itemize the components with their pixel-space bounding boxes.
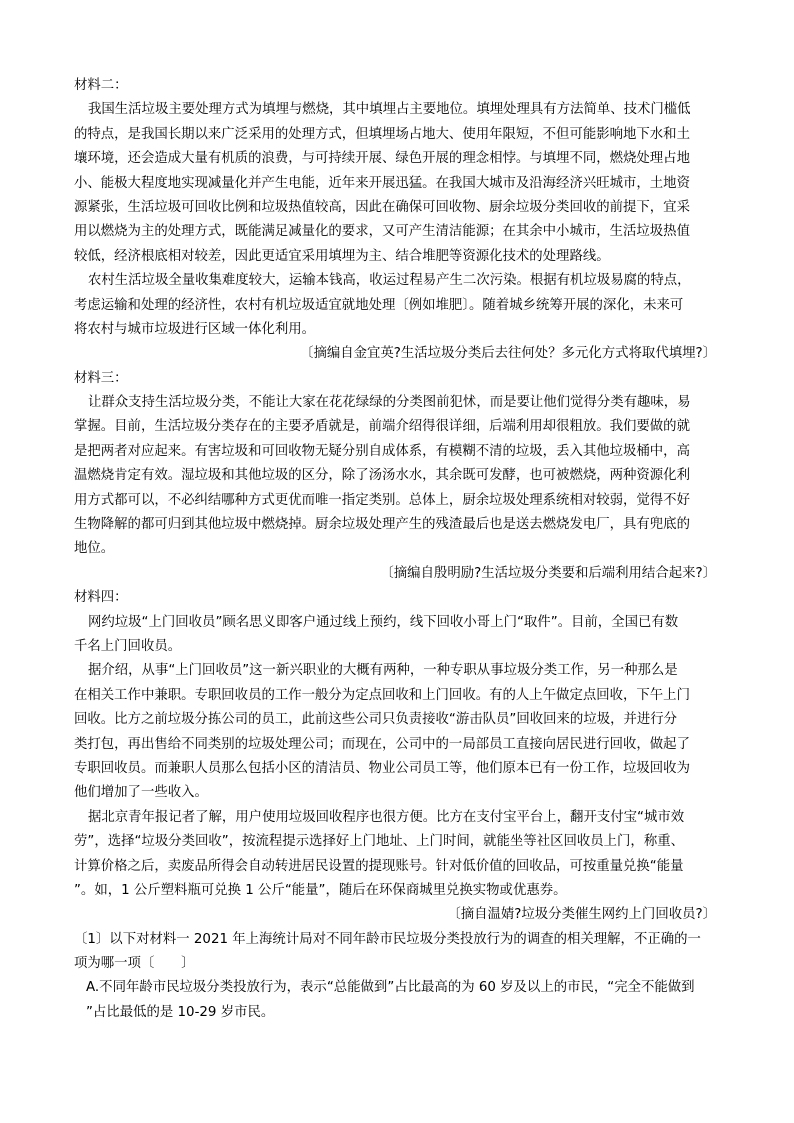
paragraph-line: 我国生活垃圾主要处理方式为填埋与燃烧，其中填埋占主要地位。填埋处理具有方法简单、技术门槛低 <box>88 102 691 118</box>
paragraph-line: 的特点，是我国长期以来广泛采用的处理方式，但填埋场占地大、使用年限短，不但可能影响地下水和土 <box>74 126 690 142</box>
source-citation: 〔摘自温婧?垃圾分类催生网约上门回收员?〕 <box>447 907 716 923</box>
paragraph-line: 千名上门回收员。 <box>74 638 182 654</box>
paragraph-line: 回收。比方之前垃圾分拣公司的员工，此前这些公司只负责接收“游击队员”回收回来的垃圾，并进行分 <box>74 712 678 728</box>
paragraph-line: 类打包，再出售给不同类别的垃圾处理公司；而现在，公司中的一局部员工直接向居民进行回收，做起了 <box>74 736 690 752</box>
paragraph-line: 在相关工作中兼职。专职回收员的工作一般分为定点回收和上门回收。有的人上午做定点回收，下午上门 <box>74 687 690 703</box>
paragraph-line: 农村生活垃圾全量收集难度较大，运输本钱高，收运过程易产生二次污染。根据有机垃圾易腐的特点， <box>88 273 691 289</box>
paragraph-line: 温燃烧肯定有效。湿垃圾和其他垃圾的区分，除了汤汤水水，其余既可发酵，也可被燃烧，两种资源化利 <box>74 468 690 484</box>
paragraph-line: 网约垃圾“上门回收员”顾名思义即客户通过线上预约，线下回收小哥上门“取件”。目前，全国已有数 <box>88 614 679 630</box>
paragraph-line: 是把两者对应起来。有害垃圾和可回收物无疑分别自成体系，有模糊不清的垃圾，丢入其他垃圾桶中，高 <box>74 443 690 459</box>
paragraph-line: 小、能极大程度地实现减量化并产生电能，近年来开展迅猛。在我国大城市及沿海经济兴旺城市，土地资 <box>74 175 690 191</box>
paragraph-line: 较低，经济根底相对较差，因此更适宜采用填埋为主、结合堆肥等资源化技术的处理路线。 <box>74 248 610 264</box>
paragraph-line: 考虑运输和处理的经济性，农村有机垃圾适宜就地处理〔例如堆肥〕。随着城乡统筹开展的深化，未来可 <box>74 297 684 313</box>
section-heading-material-4: 材料四： <box>74 590 128 606</box>
section-heading-material-3: 材料三： <box>74 370 128 386</box>
question-stem: 〔1〕以下对材料一 2021 年上海统计局对不同年龄市民垃圾分类投放行为的调查的相关理解，不正确的一 <box>74 931 701 947</box>
document-body <box>74 74 720 1025</box>
paragraph-line: 地位。 <box>74 541 115 557</box>
option-a: ”占比最低的是 10-29 岁市民。 <box>86 1004 275 1020</box>
paragraph-line: ”。如，1 公斤塑料瓶可兑换 1 公斤“能量”，随后在环保商城里兑换实物或优惠券。 <box>74 882 567 898</box>
source-citation: 〔摘编自金宜英?生活垃圾分类后去往何处？多元化方式将取代填埋?〕 <box>300 346 716 362</box>
paragraph-line: 生物降解的都可归到其他垃圾中燃烧掉。厨余垃圾处理产生的残渣最后也是送去燃烧发电厂，具有兜底的 <box>74 517 690 533</box>
paragraph-line: 据北京青年报记者了解，用户使用垃圾回收程序也很方便。比方在支付宝平台上，翻开支付宝“城市效 <box>88 809 685 825</box>
paragraph-line: 他们增加了一些收入。 <box>74 785 208 801</box>
question-stem: 项为哪一项〔 〕 <box>74 956 195 972</box>
option-a: A.不同年龄市民垃圾分类投放行为，表示“总能做到”占比最高的为 60 岁及以上的市民，“完全不能做到 <box>86 980 695 996</box>
section-heading-material-2: 材料二： <box>74 78 128 93</box>
paragraph-line: 掌握。目前，生活垃圾分类存在的主要矛盾就是，前端介绍得很详细，后端利用却很粗放。我们要做的就 <box>74 419 690 435</box>
paragraph-line: 源紧张，生活垃圾可回收比例和垃圾热值较高，因此在确保可回收物、厨余垃圾分类回收的前提下，宜采 <box>74 199 690 215</box>
paragraph-line: 专职回收员。而兼职人员那么包括小区的清洁员、物业公司员工等，他们原本已有一份工作，垃圾回收为 <box>74 760 690 776</box>
paragraph-line: 用方式都可以，不必纠结哪种方式更优而唯一指定类别。总体上，厨余垃圾处理系统相对较弱，觉得不好 <box>74 492 690 508</box>
paragraph-line: 让群众支持生活垃圾分类，不能让大家在花花绿绿的分类图前犯怵，而是要让他们觉得分类有趣味，易 <box>88 395 691 411</box>
source-citation: 〔摘编自殷明励?生活垃圾分类要和后端利用结合起来?〕 <box>380 565 716 581</box>
paragraph-line: 计算价格之后，卖废品所得会自动转进居民设置的提现账号。针对低价值的回收品，可按重量兑换“能量 <box>74 858 684 874</box>
paragraph-line: 劳”，选择“垃圾分类回收”，按流程提示选择好上门地址、上门时间，就能坐等社区回收员上门，称重、 <box>74 834 684 850</box>
paragraph-line: 壤环境，还会造成大量有机质的浪费，与可持续开展、绿色开展的理念相悖。与填埋不同，燃烧处理占地 <box>74 151 690 167</box>
paragraph-line: 用以燃烧为主的处理方式，既能满足减量化的要求，又可产生清洁能源；在其余中小城市，生活垃圾热值 <box>74 224 690 240</box>
paragraph-line: 据介绍，从事“上门回收员”这一新兴职业的大概有两种，一种专职从事垃圾分类工作，另一种那么是 <box>88 663 678 679</box>
paragraph-line: 将农村与城市垃圾进行区域一体化利用。 <box>74 321 316 337</box>
